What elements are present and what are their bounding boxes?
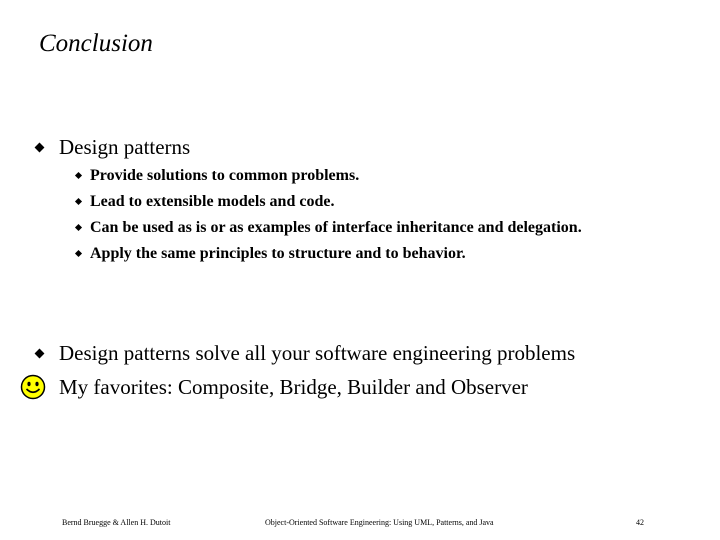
sub-bullet-list (74, 166, 634, 270)
sub-bullet-text: Can be used as is or as examples of interface inheritance and delegation. (90, 219, 582, 236)
smiley-face-icon (20, 374, 46, 400)
slide-title: Conclusion (39, 30, 153, 57)
footer-book-title: Object-Oriented Software Engineering: Using UML, Patterns, and Java (265, 518, 494, 527)
bullet-text: Design patterns solve all your software engineering problems (59, 341, 576, 365)
footer-page-number: 42 (636, 518, 644, 527)
diamond-bullet-icon (35, 349, 45, 359)
footer-authors: Bernd Bruegge & Allen H. Dutoit (62, 518, 171, 527)
bullet-text: Design patterns (59, 135, 191, 159)
sub-bullet-item (74, 192, 634, 212)
bullet-text: My favorites: Composite, Bridge, Builder and Observer (59, 375, 528, 399)
sub-bullet-item (74, 218, 634, 238)
small-diamond-bullet-icon (75, 250, 82, 257)
small-diamond-bullet-icon (75, 172, 82, 179)
sub-bullet-text: Apply the same principles to structure and to behavior. (90, 245, 466, 262)
sub-bullet-item (74, 244, 634, 264)
sub-bullet-item (74, 166, 634, 186)
small-diamond-bullet-icon (75, 198, 82, 205)
sub-bullet-text: Lead to extensible models and code. (90, 193, 335, 210)
small-diamond-bullet-icon (75, 224, 82, 231)
diamond-bullet-icon (35, 143, 45, 153)
sub-bullet-text: Provide solutions to common problems. (90, 167, 360, 184)
